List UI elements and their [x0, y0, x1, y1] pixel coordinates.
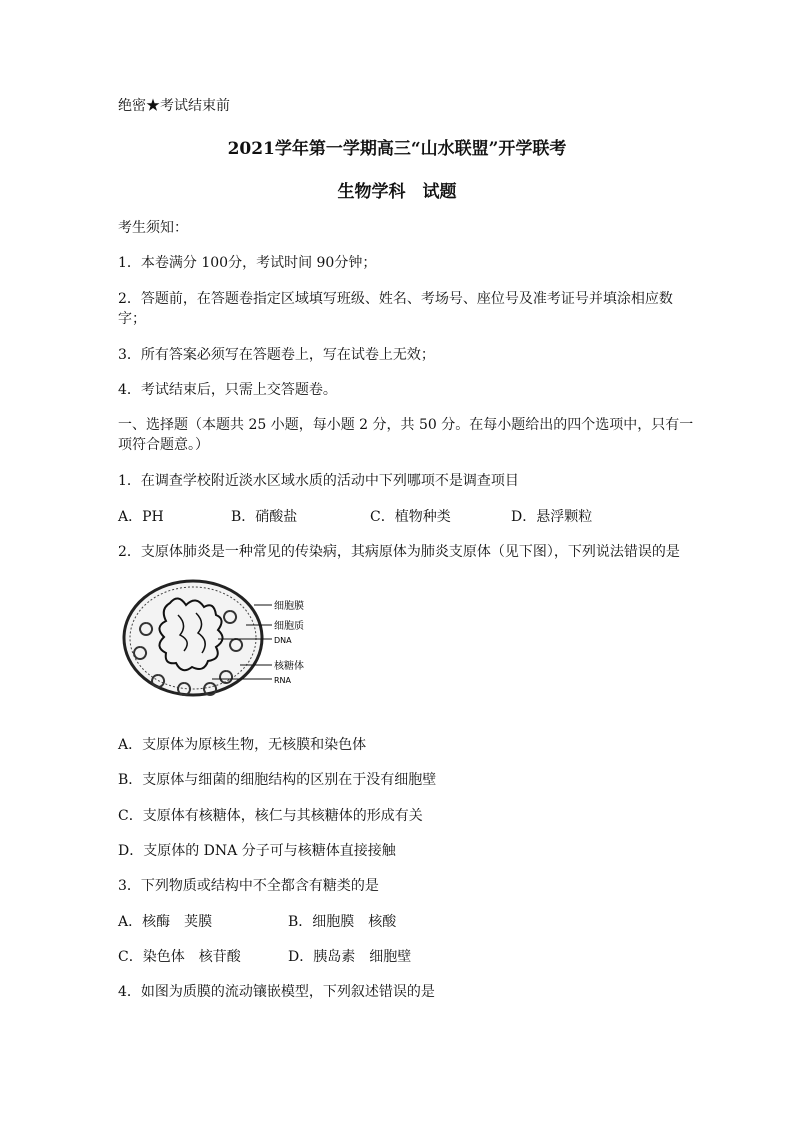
- question-4-stem: 4．如图为质膜的流动镶嵌模型，下列叙述错误的是: [118, 984, 435, 1000]
- notice-item: 1．本卷满分 100分，考试时间 90分钟；: [118, 255, 377, 271]
- q3-option-c: C．染色体 核苷酸: [118, 949, 241, 965]
- mycoplasma-figure: [118, 575, 313, 703]
- label-cell-membrane: 细胞膜: [274, 601, 304, 612]
- q1-option-a: A．PH: [118, 509, 164, 525]
- question-2-stem: 2．支原体肺炎是一种常见的传染病，其病原体为肺炎支原体（见下图），下列说法错误的是: [118, 544, 680, 560]
- section-heading: 一、选择题（本题共 25 小题，每小题 2 分，共 50 分。在每小题给出的四个选项中，只有一: [118, 417, 694, 433]
- label-cytoplasm: 细胞质: [274, 621, 304, 632]
- label-ribosome: 核糖体: [274, 661, 304, 672]
- label-rna: RNA: [274, 676, 292, 685]
- notice-item: 字；: [118, 311, 146, 327]
- exam-subtitle: 生物学科 试题: [337, 182, 457, 202]
- q2-option-a: A．支原体为原核生物，无核膜和染色体: [118, 737, 367, 753]
- q3-option-b: B．细胞膜 核酸: [288, 914, 397, 930]
- q1-option-d: D．悬浮颗粒: [511, 509, 593, 525]
- q2-option-b: B．支原体与细菌的细胞结构的区别在于没有细胞壁: [118, 772, 437, 788]
- notice-heading: 考生须知：: [118, 220, 188, 236]
- q1-option-c: C．植物种类: [370, 509, 451, 525]
- notice-item: 4．考试结束后，只需上交答题卷。: [118, 382, 337, 398]
- q2-option-d: D．支原体的 DNA 分子可与核糖体直接接触: [118, 843, 396, 859]
- question-1-stem: 1．在调查学校附近淡水区域水质的活动中下列哪项不是调查项目: [118, 473, 519, 489]
- label-dna: DNA: [274, 636, 292, 645]
- q3-option-a: A．核酶 荚膜: [118, 914, 213, 930]
- notice-item: 3．所有答案必须写在答题卷上，写在试卷上无效；: [118, 347, 435, 363]
- q1-option-b: B．硝酸盐: [231, 509, 298, 525]
- question-3-stem: 3．下列物质或结构中不全都含有糖类的是: [118, 878, 379, 894]
- q3-option-d: D．胰岛素 细胞壁: [288, 949, 412, 965]
- exam-title: 2021学年第一学期高三“山水联盟”开学联考: [227, 139, 567, 159]
- notice-item: 2．答题前，在答题卷指定区域填写班级、姓名、考场号、座位号及准考证号并填涂相应数: [118, 291, 673, 307]
- section-heading-cont: 项符合题意。）: [118, 437, 209, 453]
- q2-option-c: C．支原体有核糖体，核仁与其核糖体的形成有关: [118, 808, 423, 824]
- secret-label: 绝密★考试结束前: [118, 98, 230, 114]
